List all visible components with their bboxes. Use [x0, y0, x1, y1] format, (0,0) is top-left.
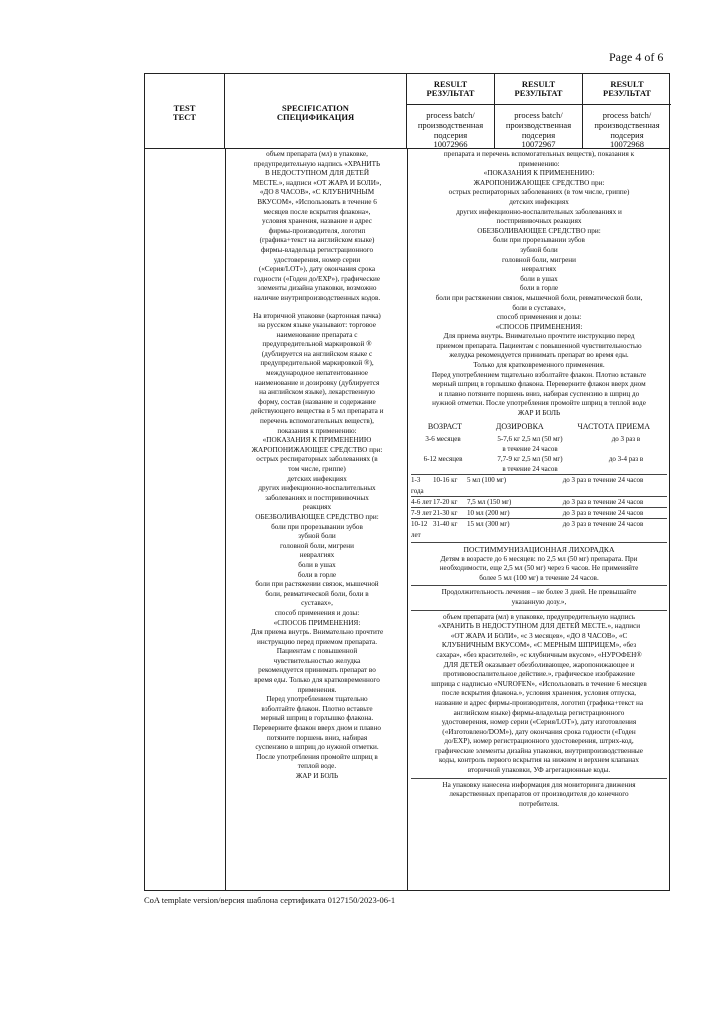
- packaging-line: удостоверения, номер серии («Серия/LOT»), дату изготовления: [441, 718, 637, 727]
- column-divider: [407, 148, 408, 890]
- spec-line: Для приема внутрь. Внимательно прочтите: [250, 628, 384, 637]
- spec-line: теплой воде.: [297, 762, 337, 771]
- result-line: мерный шприц в горлышко флакона. Переверните флакон вверх дном: [432, 380, 646, 389]
- dose-row: [411, 454, 667, 464]
- test-header-label: TEST ТЕСТ: [172, 103, 197, 123]
- packaging-line: сахара», «без красителей», «с клубничным вкусом», «НУРОФЕН®: [436, 650, 642, 659]
- dose-cell-age: 7-9 лет: [411, 509, 432, 518]
- dose-cell-age: 3-6 месяцев: [425, 435, 461, 444]
- spec-line: действующего вещества в 5 мл препарата и: [250, 407, 384, 416]
- spec-line: на русском языке указывают: торговое: [258, 321, 376, 330]
- specification-header-label: SPECIFICATION СПЕЦИФИКАЦИЯ: [276, 103, 355, 123]
- packaging-line: «ОТ ЖАРА И БОЛИ», «с 3 месяцев», «ДО 8 ЧАСОВ», «С: [450, 631, 628, 640]
- spec-line: Перед употреблением тщательно: [266, 695, 368, 704]
- spec-line: ЖАРОПОНИЖАЮЩЕЕ СРЕДСТВО при:: [251, 445, 383, 454]
- spec-line: (графика+текст на английском языке): [259, 236, 375, 245]
- spec-line: боли при прорезывании зубов: [271, 522, 363, 531]
- packaging-line: объем препарата (мл) в упаковке, предупредительную надпись: [442, 612, 636, 621]
- dose-row: [411, 496, 667, 507]
- spec-line: международное непатентованное: [266, 369, 368, 378]
- specification-column-header: [225, 74, 407, 148]
- spec-line: месяцев после вскрытия флакона»,: [263, 207, 371, 216]
- spec-line: боли при растяжении связок, мышечной: [255, 580, 379, 589]
- spec-line: В НЕДОСТУПНОМ ДЛЯ ДЕТЕЙ: [264, 169, 370, 178]
- dose-cell-weight: 17-20 кг: [433, 497, 458, 506]
- spec-line: головной боли, мигрени: [280, 541, 354, 550]
- spec-line: взболтайте флакон. Плотно вставьте: [261, 704, 373, 713]
- spec-line: предупредительной маркировкой ®: [262, 340, 372, 349]
- spec-line: применения.: [297, 685, 337, 694]
- template-version-footer: CoA template version/версия шаблона сертификата 0127150/2023-06-1: [144, 895, 396, 905]
- result-line: боли при прорезывании зубов: [493, 236, 585, 245]
- spec-line: суставах»,: [301, 599, 333, 608]
- result-line: детских инфекциях: [509, 197, 569, 206]
- monitoring-text: [411, 778, 667, 810]
- duration-text: [411, 585, 667, 607]
- dose-cell-weight: 31-40 кг: [433, 520, 458, 529]
- packaging-line: «ХРАНИТЬ В НЕДОСТУПНОМ ДЛЯ ДЕТЕЙ МЕСТЕ.», надписи: [437, 622, 641, 631]
- spec-line: наличие внутрипроизводственных кодов.: [253, 293, 381, 302]
- result-line: нужной отметки. После употребления промойте шприц в теплой воде: [432, 399, 646, 408]
- packaging-line: до/EXP), номер регистрационного удостоверения, штрих-код,: [444, 737, 634, 746]
- packaging-line: КЛУБНИЧНЫМ ВКУСОМ», «С МЕРНЫМ ШПРИЦЕМ», «без: [441, 641, 637, 650]
- result-line: головной боли, мигрени: [502, 255, 576, 264]
- monitoring-line: лекарственных препаратов от производителя до конечного: [449, 790, 629, 799]
- spec-line: предупредительной маркировкой ®),: [260, 359, 374, 368]
- spec-line: инструкцию перед приемом препарата.: [256, 637, 378, 646]
- spec-line: МЕСТЕ.», надписи «ОТ ЖАРА И БОЛИ»,: [252, 178, 382, 187]
- spec-line: условия хранения, название и адрес: [261, 217, 372, 226]
- batch-label-2: process batch/ производственная подсерия: [505, 110, 572, 140]
- packaging-line: («Изготовлено/DOM»), дату окончания срока годности («Годен: [442, 727, 636, 736]
- dose-cell-freq: до 3 раз в: [611, 435, 641, 444]
- packaging-line: противовоспалительное действие.», графическое изображение: [443, 670, 635, 679]
- result-line: Только для кратковременного применения.: [473, 361, 605, 370]
- certificate-table: [144, 73, 670, 891]
- spec-line: боли, ревматической боли, боли в: [265, 589, 369, 598]
- result-line: «ПОКАЗАНИЯ К ПРИМЕНЕНИЮ:: [483, 169, 595, 178]
- packaging-line: после вскрытия флакона.», условия хранения, условия отпуска,: [441, 689, 637, 698]
- packaging-line: коды, контроль первого вскрытия на нижнем и верхнем клапанах: [439, 756, 639, 765]
- table-header: [145, 74, 669, 149]
- spec-line: Переверните флакон вверх дном и плавно: [252, 724, 382, 733]
- result-line: острых респираторных заболеваниях (в том числе, гриппе): [448, 188, 630, 197]
- spec-line: острых респираторных заболеваниях (в: [256, 455, 378, 464]
- spec-line: Пациентам с повышенной: [276, 647, 358, 656]
- dose-table-header: [411, 422, 667, 432]
- result-line: ЖАРОПОНИЖАЮЩЕЕ СРЕДСТВО при:: [473, 178, 605, 187]
- dose-cell-age: 1-3 года: [411, 476, 424, 495]
- test-column-header: [145, 74, 225, 148]
- result-line: ЖАР И БОЛЬ: [517, 409, 561, 418]
- spec-line: наименование и дозировку (дублируется: [254, 378, 380, 387]
- spec-line: фирмы-производителя, логотип: [268, 226, 366, 235]
- post-line: Детям в возрасте до 6 месяцев: по 2,5 мл (50 мг) препарата. При: [440, 554, 638, 563]
- spec-line: фирмы-владельца регистрационного: [260, 245, 374, 254]
- dose-cell-dose: 5-7,6 кг 2,5 мл (50 мг): [497, 435, 563, 444]
- spec-line: время еды. Только для кратковременного: [254, 676, 380, 685]
- dose-cell-weight: 21-30 кг: [433, 509, 458, 518]
- result-column-header-1: [407, 74, 495, 148]
- packaging-text: [411, 610, 667, 776]
- spec-line: боли в ушах: [298, 560, 336, 569]
- packaging-line: вторичной упаковки, УФ агрегационные коды.: [467, 766, 611, 775]
- dose-header-age: ВОЗРАСТ: [427, 421, 463, 431]
- spec-line: суспензию в шприц до нужной отметки.: [255, 743, 379, 752]
- spec-line: мерный шприц в горлышко флакона.: [260, 714, 374, 723]
- spec-line: том числе, гриппе): [288, 465, 346, 473]
- spec-line: перечень вспомогательных веществ),: [260, 417, 374, 426]
- result-line: зубной боли: [520, 245, 558, 254]
- spec-line: («Серия/LOT»), дату окончания срока: [258, 265, 376, 274]
- result-column-header-3: [583, 74, 671, 148]
- spec-line: На вторичной упаковке (картонная пачка): [253, 311, 381, 320]
- result-line: ОБЕЗБОЛИВАЮЩЕЕ СРЕДСТВО при:: [477, 226, 601, 235]
- spec-line: (дублируется на английском языке с: [261, 349, 373, 358]
- dose-cell-weight: 10-16 кг: [433, 476, 458, 485]
- result-caption-3: RESULT РЕЗУЛЬТАТ: [583, 74, 671, 105]
- post-line: необходимости, еще 2,5 мл (50 мг) через 6 часов. Не применяйте: [439, 564, 639, 573]
- dose-cell-freq: до 3 раз в течение 24 часов: [562, 520, 644, 529]
- result-line: боли в суставах»,: [512, 303, 566, 312]
- result-line: препарата и перечень вспомогательных веществ), показания к: [443, 150, 635, 158]
- result-line: Перед употреблением тщательно взболтайте флакон. Плотно вставьте: [431, 370, 647, 379]
- dose-header-frequency: ЧАСТОТА ПРИЕМА: [577, 421, 651, 431]
- result-line: боли в ушах: [520, 274, 558, 283]
- spec-line: боли в горле: [297, 570, 337, 579]
- packaging-line: английском языке) фирмы-владельца регистрационного: [453, 708, 625, 717]
- post-line: более 5 мл (100 мг) в течение 24 часов.: [479, 573, 599, 582]
- batch-label-3: process batch/ производственная подсерия: [594, 110, 660, 140]
- duration-line: указанную дозу.»,: [511, 597, 567, 606]
- spec-line: [229, 304, 405, 312]
- duration-line: Продолжительность лечения – не более 3 дней. Не превышайте: [441, 588, 637, 597]
- spec-line: ОБЕЗБОЛИВАЮЩЕЕ СРЕДСТВО при:: [255, 512, 379, 521]
- spec-line: других инфекционно-воспалительных: [258, 484, 376, 493]
- spec-line: чувствительностью желудка: [273, 656, 361, 665]
- result-line: невралгиях: [521, 265, 557, 274]
- packaging-line: ДЛЯ ДЕТЕЙ оказывает обезболивающее, жаропонижающее и: [443, 660, 635, 669]
- result-line: способ применения и дозы:: [496, 313, 582, 322]
- spec-line: годности («Годен до/EXP»), графические: [253, 274, 381, 283]
- dose-row: [411, 474, 667, 496]
- result-line: боли при растяжении связок, мышечной боли, ревматической боли,: [435, 293, 643, 302]
- packaging-line: шприца с надписью «NUROFEN», «Использовать в течение 6 месяцев: [431, 679, 647, 688]
- packaging-line: графические элементы дизайна упаковки, внутрипроизводственные: [435, 746, 643, 755]
- spec-line: После употребления промойте шприц в: [256, 752, 378, 761]
- dose-cell-period: в течение 24 часов: [502, 445, 558, 454]
- spec-line: рекомендуется принимать препарат во: [258, 666, 376, 675]
- result-caption-2: RESULT РЕЗУЛЬТАТ: [495, 74, 582, 105]
- dose-cell-dose: 10 мл (200 мг): [467, 509, 510, 518]
- dose-cell-dose: 7,7-9 кг 2,5 мл (50 мг): [497, 455, 563, 464]
- page-number: Page 4 of 6: [609, 50, 664, 64]
- monitoring-line: потребителя.: [519, 799, 559, 808]
- dose-header-dosage: ДОЗИРОВКА: [495, 421, 544, 431]
- dose-cell-age: 10-12 лет: [411, 520, 428, 539]
- spec-line: детских инфекциях: [287, 474, 347, 483]
- spec-line: элементы дизайна упаковки, возможно: [257, 284, 377, 293]
- dose-cell-age: 4-6 лет: [411, 497, 432, 506]
- result-text: [411, 150, 667, 809]
- spec-line: «ДО 8 ЧАСОВ», «С КЛУБНИЧНЫМ: [259, 188, 375, 197]
- dose-cell-freq: до 3-4 раз в: [608, 455, 644, 464]
- spec-line: форму, состав (название и содержание: [258, 397, 376, 406]
- batch-number-2: 10072967: [521, 139, 556, 150]
- result-line: приемом препарата. Пациентам с повышенной чувствительностью: [436, 341, 642, 350]
- spec-line: объем препарата (мл) в упаковке,: [266, 150, 368, 158]
- packaging-line: название и адрес фирмы-производителя, логотип (графика+текст на: [434, 698, 644, 707]
- result-column-header-2: [495, 74, 583, 148]
- spec-line: наименование препарата с: [276, 330, 358, 339]
- spec-line: предупредительную надпись «ХРАНИТЬ: [253, 159, 381, 168]
- spec-line: способ применения и дозы:: [274, 608, 360, 617]
- spec-line: удостоверения, номер серии: [273, 255, 361, 264]
- spec-line: «ПОКАЗАНИЯ К ПРИМЕНЕНИЮ: [262, 436, 372, 445]
- dose-row: [411, 507, 667, 518]
- dose-cell-dose: 7,5 мл (150 мг): [467, 497, 512, 506]
- spec-line: невралгиях: [299, 551, 335, 560]
- dose-row: [411, 518, 667, 540]
- dose-cell-age: 6-12 месяцев: [423, 455, 463, 464]
- result-line: Для приема внутрь. Внимательно прочтите инструкцию перед: [443, 332, 635, 341]
- spec-line: зубной боли: [298, 532, 336, 541]
- spec-line: на английском языке), лекарственную: [259, 388, 375, 397]
- spec-line: ЖАР И БОЛЬ: [295, 772, 339, 780]
- column-divider: [225, 148, 226, 890]
- dose-cell-freq: до 3 раз в течение 24 часов: [562, 476, 644, 485]
- dose-table-infant: [411, 434, 667, 474]
- dose-cell-freq: до 3 раз в течение 24 часов: [562, 497, 644, 506]
- dose-cell-dose: 5 мл (100 мг): [467, 476, 507, 485]
- batch-number-1: 10072966: [433, 139, 468, 150]
- result-line: желудка рекомендуется принимать препарат во время еды.: [449, 351, 629, 360]
- spec-line: ВКУСОМ», «Использовать в течение 6: [257, 197, 377, 206]
- post-immunization-title: ПОСТИММУНИЗАЦИОННАЯ ЛИХОРАДКА: [463, 545, 615, 554]
- batch-number-3: 10072968: [610, 139, 644, 150]
- spec-line: показания к применению:: [277, 426, 357, 435]
- result-caption-1: RESULT РЕЗУЛЬТАТ: [407, 74, 494, 105]
- monitoring-line: На упаковку нанесена информация для мониторинга движения: [442, 780, 636, 789]
- spec-line: «СПОСОБ ПРИМЕНЕНИЯ:: [273, 618, 361, 627]
- specification-text: [229, 150, 405, 782]
- result-line: применению:: [518, 159, 560, 168]
- batch-label-1: process batch/ производственная подсерия: [417, 110, 484, 140]
- spec-line: заболеваниях и постпрививочных: [265, 493, 369, 502]
- result-line: постпрививочных реакциях: [496, 217, 582, 226]
- spec-line: реакциях: [302, 503, 332, 512]
- result-intro: [411, 150, 667, 419]
- dose-cell-period: в течение 24 часов: [502, 465, 558, 474]
- dose-cell-dose: 15 мл (300 мг): [467, 520, 510, 529]
- dose-cell-freq: до 3 раз в течение 24 часов: [562, 509, 644, 518]
- post-immunization-text: [411, 555, 667, 584]
- spec-line: потяните поршень вниз, набирая: [266, 733, 368, 742]
- result-line: боли в горле: [519, 284, 559, 293]
- result-line: «СПОСОБ ПРИМЕНЕНИЯ:: [495, 322, 583, 331]
- result-line: и плавно потяните поршень вниз, набирая суспензию в шприц до: [438, 389, 640, 398]
- dose-table-child: [411, 474, 667, 540]
- dose-row: [411, 434, 667, 444]
- result-line: других инфекционно-воспалительных заболеваниях и: [456, 207, 622, 216]
